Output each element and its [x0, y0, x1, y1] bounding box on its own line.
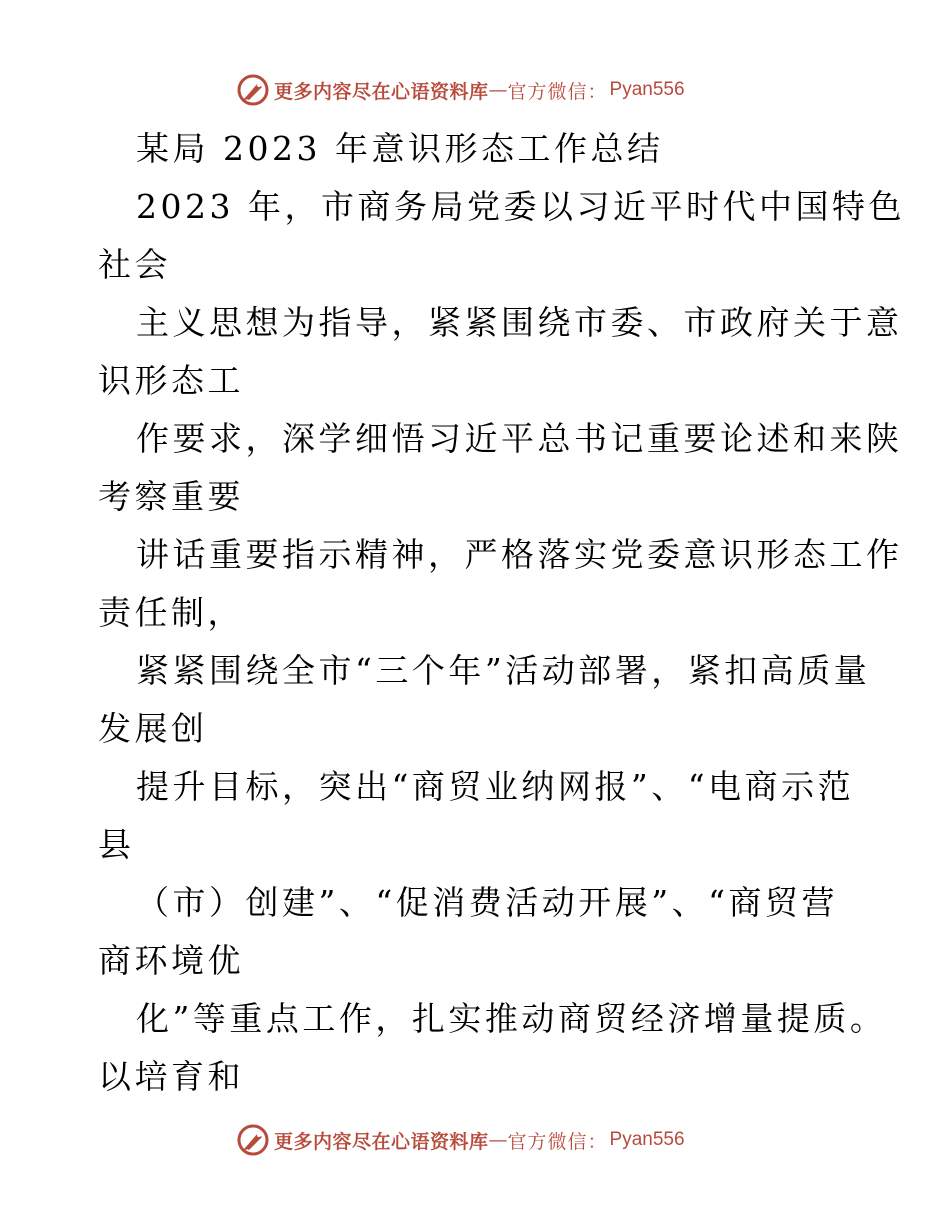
paragraph-line: 商环境优	[98, 941, 244, 980]
paragraph-line: 讲话重要指示精神，严格落实党委意识形态工作	[136, 535, 903, 574]
paragraph-line: 2023 年，市商务局党委以习近平时代中国特色	[136, 187, 905, 226]
document-body	[98, 120, 905, 1106]
paragraph-line: 责任制，	[98, 593, 244, 632]
banner-wechat-id: Pyan556	[609, 79, 685, 100]
paragraph-line: 县	[98, 825, 135, 864]
pen-nib-logo-icon	[236, 1123, 270, 1157]
paragraph-line: 紧紧围绕全市“三个年”活动部署，紧扣高质量	[136, 651, 871, 690]
banner-wechat-label: 官方微信：	[507, 80, 608, 103]
paragraph-line: 社会	[98, 245, 171, 284]
paragraph-line: 提升目标，突出“商贸业纳网报”、“电商示范	[136, 767, 855, 806]
paragraph-line: 作要求，深学细悟习近平总书记重要论述和来陕	[136, 419, 903, 458]
paragraph-line: 发展创	[98, 709, 208, 748]
banner-separator: —	[488, 79, 508, 101]
paragraph-line: 以培育和	[98, 1057, 244, 1096]
banner-wechat-label: 官方微信：	[507, 1130, 608, 1153]
header-banner	[236, 72, 685, 108]
banner-wechat-id: Pyan556	[609, 1129, 685, 1150]
banner-main-text: 更多内容尽在心语资料库	[274, 80, 489, 103]
paragraph-line: 化”等重点工作，扎实推动商贸经济增量提质。	[136, 999, 887, 1038]
document-title: 某局 2023 年意识形态工作总结	[136, 129, 664, 168]
banner-separator: —	[488, 1129, 508, 1151]
banner-main-text: 更多内容尽在心语资料库	[274, 1130, 489, 1153]
footer-banner	[236, 1122, 685, 1158]
pen-nib-logo-icon	[236, 73, 270, 107]
paragraph-line: （市）创建”、“促消费活动开展”、“商贸营	[136, 883, 838, 922]
paragraph-line: 主义思想为指导，紧紧围绕市委、市政府关于意	[136, 303, 903, 342]
paragraph-line: 考察重要	[98, 477, 244, 516]
paragraph-line: 识形态工	[98, 361, 244, 400]
